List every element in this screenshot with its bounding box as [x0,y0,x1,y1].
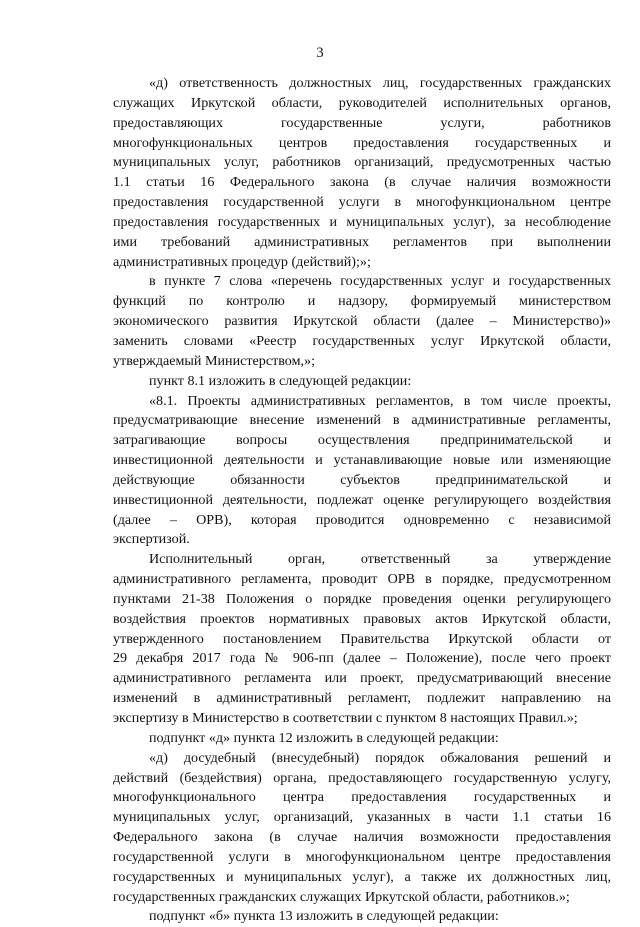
text-line: действий (бездействия) органа, предоставляющего государственную услугу, [113,769,611,786]
text-line: экспертизу в Министерство в соответствии с пунктом 8 настоящих Правил.»; [113,710,578,726]
text-line: административных процедур (действий);»; [113,253,371,270]
text-line: в пункте 7 слова «перечень государственных услуг и государственных [149,273,611,290]
text-line: предусматривающие внесение изменений в административные регламенты, [113,412,611,429]
text-line: государственных и муниципальных услуг), а также их должностных лиц, [113,868,611,885]
text-line: административного регламента, проводит ОРВ в порядке, предусмотренном [113,571,611,588]
text-line: многофункционального центра предоставления государственных и [113,789,611,806]
text-line: (далее – ОРВ), которая проводится одновременно с независимой [113,511,611,528]
text-line: «д) досудебный (внесудебный) порядок обжалования решений и [149,749,611,766]
text-line: предоставления государственной услуги в многофункциональном центре [113,194,611,211]
text-line: экономического развития Иркутской области (далее – Министерство)» [113,313,611,330]
text-line: ими требований административных регламентов при выполнении [113,233,611,250]
text-line: подпункт «д» пункта 12 изложить в следующей редакции: [149,729,499,746]
text-line: муниципальных услуг, работников организаций, предусмотренных частью [113,154,611,171]
document-body [113,74,611,927]
text-line: инвестиционной деятельности, подлежат оценке регулирующего воздействия [113,491,611,508]
text-line: заменить словами «Реестр государственных услуг Иркутской области, [113,332,611,349]
text-line: изменений в административный регламент, подлежит направлению на [113,690,611,707]
text-line: утвержденного постановлением Правительства Иркутской области от [113,630,611,647]
text-line: муниципальных услуг, организаций, указанных в части 1.1 статьи 16 [113,809,611,826]
text-line: подпункт «б» пункта 13 изложить в следующей редакции: [149,908,499,925]
text-line: функций по контролю и надзору, формируемый министерством [113,293,611,310]
text-line: административного регламента или проект, предусматривающий внесение [113,670,611,687]
text-line: предоставляющих государственные услуги, работников [113,114,611,131]
text-line: затрагивающие вопросы осуществления предпринимательской и [113,432,611,449]
text-line: «д) ответственность должностных лиц, государственных гражданских [149,75,611,91]
text-line: инвестиционной деятельности и устанавливающие новые или изменяющие [113,452,611,469]
text-line: «8.1. Проекты административных регламентов, в том числе проекты, [149,392,611,409]
page-number: 3 [316,45,324,61]
text-line: государственных гражданских служащих Иркутской области, работников.»; [113,888,570,905]
text-line: служащих Иркутской области, руководителей исполнительных органов, [113,94,611,111]
text-line: воздействия проектов нормативных правовых актов Иркутской области, [113,610,611,627]
text-line: Исполнительный орган, ответственный за утверждение [149,551,611,568]
text-line: утверждаемый Министерством,»; [113,352,315,369]
text-line: экспертизой. [113,531,190,548]
text-line: государственной услуги в многофункциональном центре предоставления [113,848,611,865]
text-line: пунктами 21-38 Положения о порядке проведения оценки регулирующего [113,590,611,607]
text-line: предоставления государственных и муниципальных услуг), за несоблюдение [113,213,611,230]
text-line: действующие обязанности субъектов предпринимательской и [113,471,611,488]
text-line: 1.1 статьи 16 Федерального закона (в случае наличия возможности [113,174,611,191]
text-line: 29 декабря 2017 года № 906-пп (далее – Положение), после чего проект [113,650,611,667]
text-line: Федерального закона (в случае наличия возможности предоставления [113,829,611,846]
text-line: многофункциональных центров предоставления государственных и [113,134,611,151]
text-line: пункт 8.1 изложить в следующей редакции: [149,372,412,389]
